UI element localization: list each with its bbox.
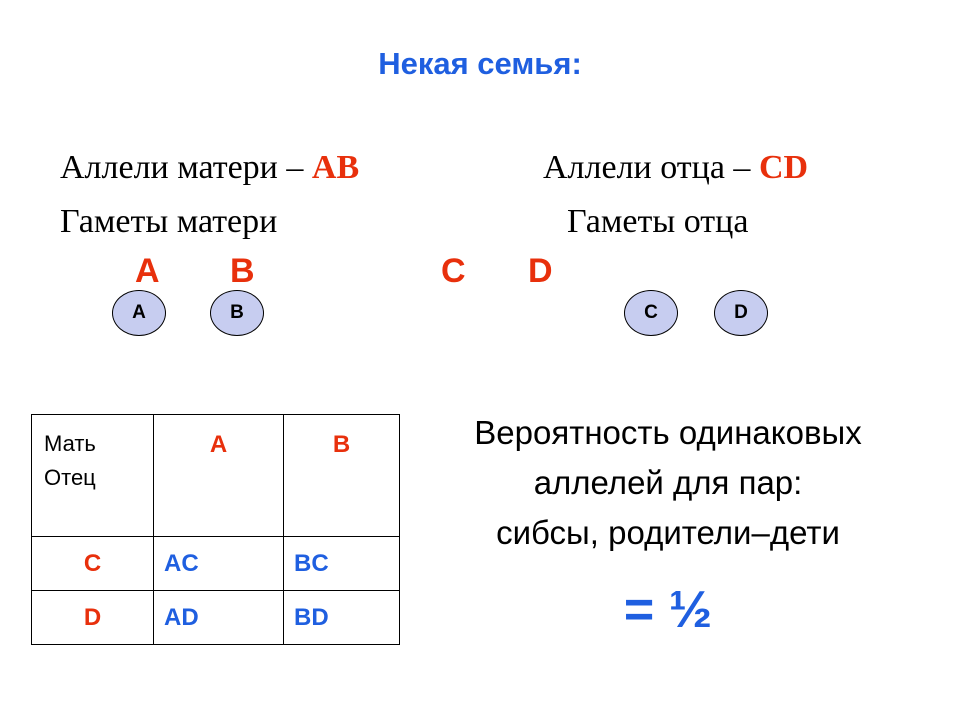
- mother-gametes-label: Гаметы матери: [60, 203, 278, 240]
- mother-gamete-letter-2: B: [230, 252, 255, 290]
- table-row: [32, 591, 400, 645]
- cell-bc: BC: [284, 537, 400, 591]
- gamete-circle-a: A: [112, 290, 166, 336]
- gamete-circle-c: C: [624, 290, 678, 336]
- mother-gamete-letter-1: A: [135, 252, 160, 290]
- probability-line-3: сибсы, родители–дети: [496, 514, 840, 551]
- mother-alleles: [60, 148, 359, 188]
- row-header-c: C: [32, 537, 154, 591]
- cell-ac: AC: [154, 537, 284, 591]
- gamete-circle-b: B: [210, 290, 264, 336]
- father-alleles-label: Аллели отца –: [543, 149, 759, 186]
- cell-bd: BD: [284, 591, 400, 645]
- probability-text: [418, 408, 918, 558]
- slide-title: Некая семья:: [378, 46, 582, 81]
- father-gamete-letter-2: D: [528, 252, 553, 290]
- row-header-d: D: [32, 591, 154, 645]
- corner-mother-label: Мать: [44, 431, 96, 456]
- punnett-square: [31, 414, 400, 645]
- gamete-circle-d: D: [714, 290, 768, 336]
- col-header-a: A: [154, 415, 284, 537]
- father-gamete-letter-1: C: [441, 252, 466, 290]
- probability-line-2: аллелей для пар:: [533, 464, 803, 501]
- father-gametes-label: Гаметы отца: [567, 203, 749, 240]
- table-corner: [32, 415, 154, 537]
- corner-father-label: Отец: [44, 465, 96, 490]
- table-row: [32, 537, 400, 591]
- father-alleles-value: CD: [758, 149, 809, 186]
- mother-alleles-value: АВ: [311, 149, 360, 186]
- mother-alleles-label: Аллели матери –: [60, 149, 312, 186]
- col-header-b: B: [284, 415, 400, 537]
- probability-result: = ½: [623, 581, 713, 639]
- table-header-row: [32, 415, 400, 537]
- father-alleles: [543, 148, 808, 188]
- cell-ad: AD: [154, 591, 284, 645]
- probability-line-1: Вероятность одинаковых: [474, 414, 862, 451]
